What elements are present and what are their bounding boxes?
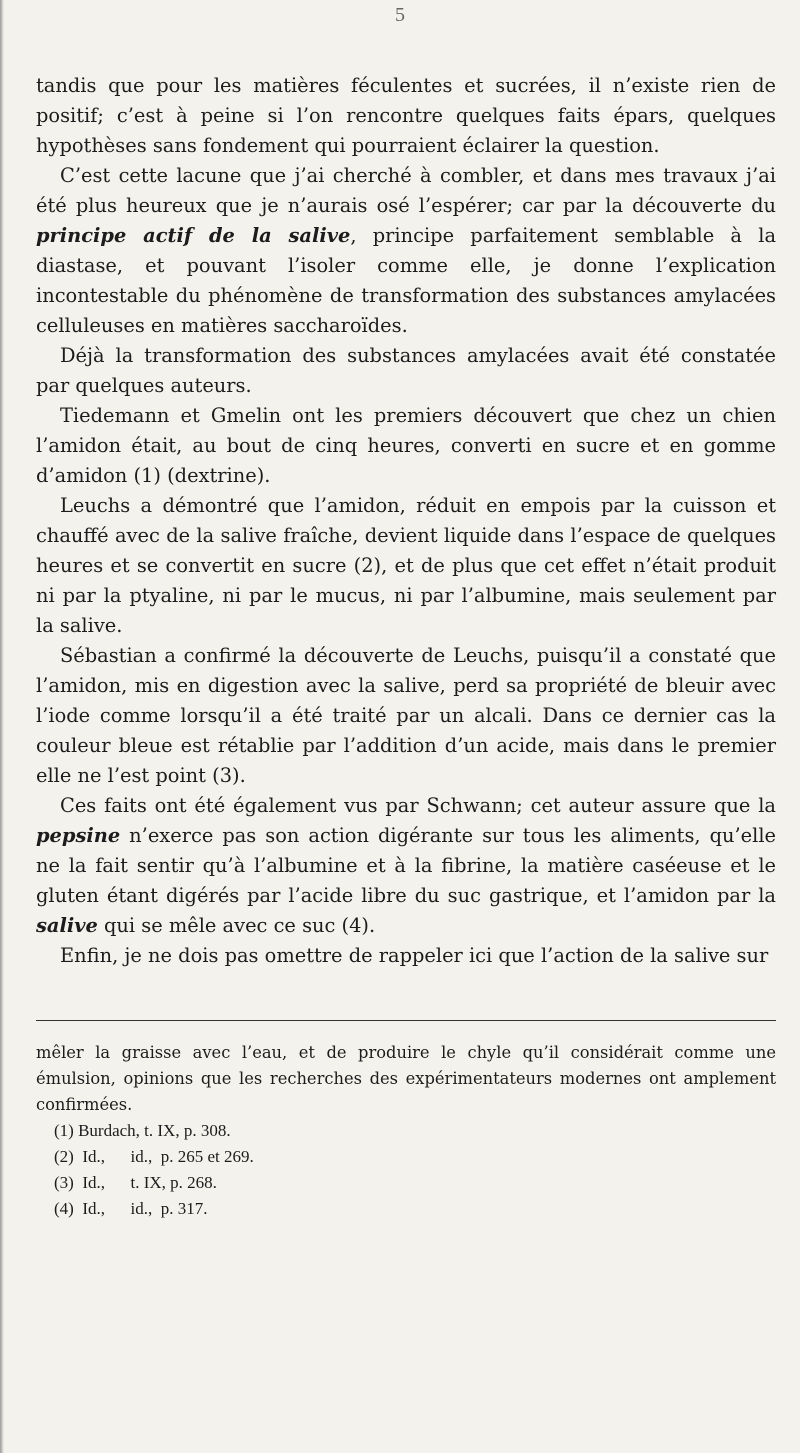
paragraph-text: C’est cette lacune que j’ai cherché à combler, et dans mes travaux j’ai été plus heureux que je n’aurais osé l’espérer; car par la découverte du <box>36 164 776 217</box>
paragraph-text: Déjà la transformation des substances amylacées avait été constatée par quelques auteurs. <box>36 344 776 397</box>
paragraph-text: , principe parfaitement semblable à la diastase, et pouvant l’isoler comme elle, je donne l’explication incontestable du phénomène de transformation des substances amylacées celluleuses en matières saccharoïdes. <box>36 224 776 337</box>
emphasis-text: salive <box>36 914 98 937</box>
footnote-rule <box>36 1020 776 1021</box>
paragraph <box>36 941 776 971</box>
paragraph <box>36 641 776 791</box>
footnote-3: (3) Id., t. IX, p. 268. <box>54 1173 217 1192</box>
paragraph-text: qui se mêle avec ce suc (4). <box>97 914 376 937</box>
main-text <box>36 71 776 971</box>
page-number: 5 <box>395 4 405 26</box>
emphasis-text: pepsine <box>36 824 121 847</box>
paragraph-text: n’exerce pas son action digérante sur tous les aliments, qu’elle ne la fait sentir qu’à l’albumine et à la fibrine, la matière caséeuse et le gluten étant digérés par l’acide libre du suc gastrique, et l’amidon par la <box>36 824 776 907</box>
paragraph-text: tandis que pour les matières féculentes et sucrées, il n’existe rien de positif; c’est à peine si l’on rencontre quelques faits épars, quelques hypothèses sans fondement qui pourraient éclairer la question. <box>36 74 776 157</box>
paragraph <box>36 71 776 161</box>
footnote-2: (2) Id., id., p. 265 et 269. <box>54 1147 254 1166</box>
paragraph <box>36 341 776 401</box>
paragraph-text: Tiedemann et Gmelin ont les premiers découvert que chez un chien l’amidon était, au bout de cinq heures, converti en sucre et en gomme d’amidon (1) (dextrine). <box>36 404 776 487</box>
paragraph <box>36 161 776 341</box>
binding-shadow <box>0 0 4 1453</box>
emphasis-text: principe actif de la salive <box>36 224 351 247</box>
paragraph <box>36 791 776 941</box>
paragraph-text: Sébastian a confirmé la découverte de Leuchs, puisqu’il a constaté que l’amidon, mis en digestion avec la salive, perd sa propriété de bleuir avec l’iode comme lorsqu’il a été traité par un alcali. Dans ce dernier cas la couleur bleue est rétablie par l’addition d’un acide, mais dans le premier elle ne l’est point (3). <box>36 644 776 787</box>
paragraph-text: Enfin, je ne dois pas omettre de rappeler ici que l’action de la salive sur <box>60 944 769 967</box>
note-continuation: mêler la graisse avec l’eau, et de produire le chyle qu’il considérait comme une émulsion, opinions que les recherches des expérimentateurs modernes ont amplement confirmées. <box>36 1043 776 1114</box>
footnote-4: (4) Id., id., p. 317. <box>54 1199 208 1218</box>
footnotes-area <box>36 1040 776 1222</box>
paragraph-text: Leuchs a démontré que l’amidon, réduit en empois par la cuisson et chauffé avec de la salive fraîche, devient liquide dans l’espace de quelques heures et se convertit en sucre (2), et de plus que cet effet n’était produit ni par la ptyaline, ni par le mucus, ni par l’albumine, mais seulement par la salive. <box>36 494 776 637</box>
footnote-1: (1) Burdach, t. IX, p. 308. <box>54 1121 231 1140</box>
paragraph <box>36 401 776 491</box>
paragraph <box>36 491 776 641</box>
paragraph-text: Ces faits ont été également vus par Schwann; cet auteur assure que la <box>60 794 776 817</box>
